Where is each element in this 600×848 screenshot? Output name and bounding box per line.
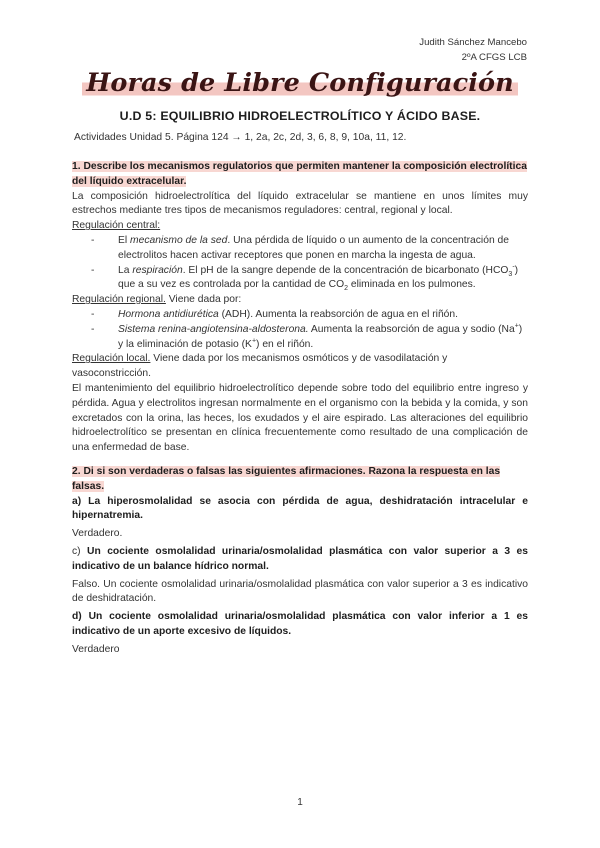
local-regulation-line: Regulación local. Viene dada por los mecanismos osmóticos y de vasodilatación y vasoconstricción. (72, 353, 448, 380)
question-1-title: 1. Describe los mecanismos regulatorios que permiten mantener la composición electrolítica del líquido extracelular. (72, 161, 527, 187)
statement-a: a) La hiperosmolalidad se asocia con pérdida de agua, deshidratación intracelular e hipernatremia. (72, 495, 528, 522)
page-number: 1 (297, 797, 303, 808)
regional-regulation-list (72, 308, 528, 352)
question-1-intro: La composición hidroelectrolítica del líquido extracelular se mantiene en unos límites muy estrechos mediante tres tipos de mecanismos reguladores: central, regional y local. (72, 190, 528, 217)
author-block (419, 35, 527, 65)
central-regulation-heading: Regulación central: (72, 220, 161, 232)
central-regulation-list (72, 234, 528, 293)
list-item: - Hormona antidiurética (ADH). Aumenta la reabsorción de agua en el riñón. (118, 308, 528, 323)
question-2-title: 2. Di si son verdaderas o falsas las siguientes afirmaciones. Razona la respuesta en las falsas. (72, 465, 501, 492)
answer-d: Verdadero (72, 643, 120, 655)
unit-title: U.D 5: EQUILIBRIO HIDROELECTROLÍTICO Y ÁCIDO BASE. (119, 109, 481, 123)
regional-regulation-line: Regulación regional. Viene dada por: (72, 294, 242, 306)
answer-c: Falso. Un cociente osmolalidad urinaria/osmolalidad plasmática con valor superior a 3 es indicativo de deshidratación. (72, 578, 528, 605)
author-name: Judith Sánchez Mancebo (419, 37, 527, 48)
statement-d: d) Un cociente osmolalidad urinaria/osmolalidad plasmática con valor inferior a 1 es indicativo de un aporte excesivo de líquidos. (72, 611, 528, 637)
statement-c: c) Un cociente osmolalidad urinaria/osmolalidad plasmática con valor superior a 3 es indicativo de un balance hídrico normal. (72, 545, 528, 572)
list-item: - Sistema renina-angiotensina-aldosterona. Aumenta la reabsorción de agua y sodio (Na+) y la eliminación de potasio (K+) en el riñón. (118, 323, 528, 353)
local-regulation-heading: Regulación local. (72, 353, 151, 365)
main-title (0, 68, 600, 98)
question-1-closing: El mantenimiento del equilibrio hidroelectrolítico depende sobre todo del equilibrio entre ingreso y pérdida. Agua y electrolitos ingresan normalmente en el organismo con la bebida y la comida, y son excretados con la orina, las heces, los exudados y el aire espirado. Las alteraciones del equilibrio hidroelectrolítico se presentan en clínica frecuentemente como resultado de una complicación de una enfermedad de base. (72, 382, 528, 454)
list-item: - El mecanismo de la sed. Una pérdida de líquido o un aumento de la concentración de electrolitos hacen activar receptores que ponen en marcha la ingesta de agua. (118, 234, 528, 264)
answer-a: Verdadero. (72, 528, 123, 540)
main-title-text: Horas de Libre Configuración (82, 68, 518, 98)
activities-line: Actividades Unidad 5. Página 124 → 1, 2a, 2c, 2d, 3, 6, 8, 9, 10a, 11, 12. (74, 132, 407, 143)
list-item: - La respiración. El pH de la sangre depende de la concentración de bicarbonato $(HCO_3^-)$ que a su vez es controlada por la cantidad de $CO_2$ eliminada en los pulmones. (118, 264, 528, 294)
document-body (72, 160, 528, 658)
regional-regulation-heading: Regulación regional. (72, 294, 166, 306)
author-group: 2ºA CFGS LCB (461, 52, 527, 63)
